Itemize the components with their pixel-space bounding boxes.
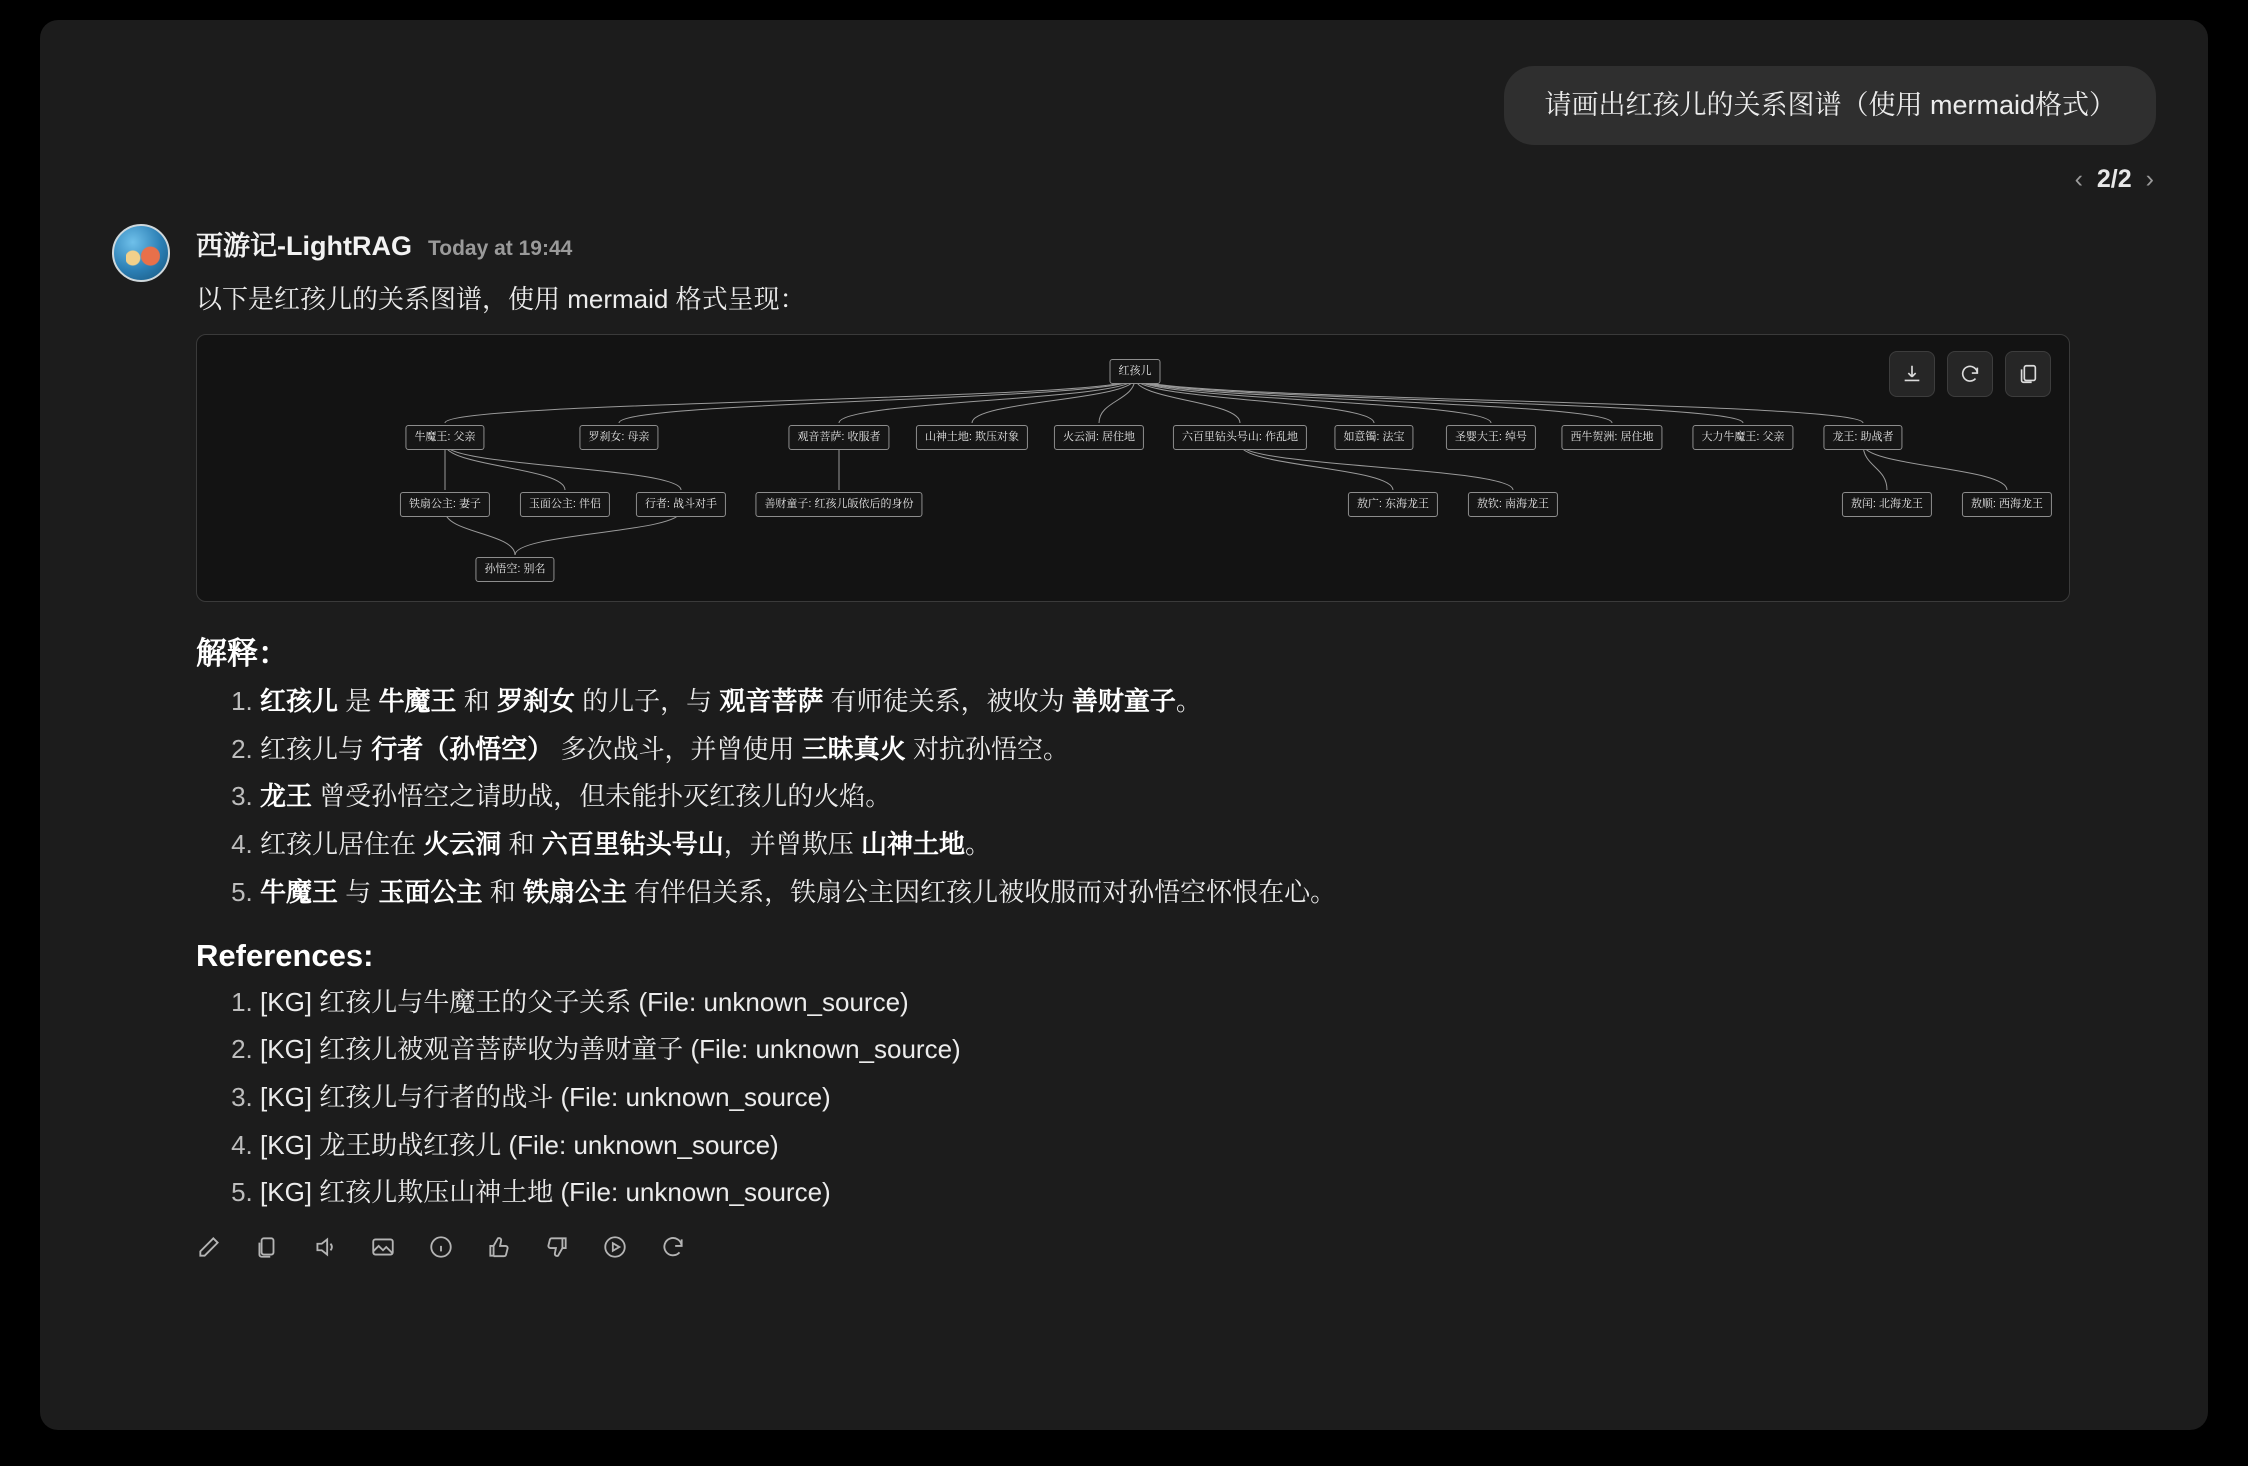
graph-node[interactable]: 铁扇公主: 妻子: [400, 492, 490, 517]
explanation-list: [196, 683, 2070, 911]
references-list: [196, 984, 2070, 1212]
graph-node[interactable]: 龙王: 助战者: [1823, 425, 1902, 450]
list-item: 3. [KG] 红孩儿与行者的战斗 (File: unknown_source): [260, 1079, 2070, 1117]
graph-node[interactable]: 行者: 战斗对手: [636, 492, 726, 517]
graph-node[interactable]: 牛魔王: 父亲: [405, 425, 484, 450]
user-message-bubble: 请画出红孩儿的关系图谱（使用 mermaid格式）: [1504, 66, 2156, 145]
thumbs-down-icon[interactable]: [544, 1234, 570, 1265]
list-item: 3. 龙王 曾受孙悟空之请助战，但未能扑灭红孩儿的火焰。: [260, 778, 2070, 816]
assistant-message: [40, 194, 2208, 1265]
list-item: 1. [KG] 红孩儿与牛魔王的父子关系 (File: unknown_source): [260, 984, 2070, 1022]
graph-node[interactable]: 敖广: 东海龙王: [1348, 492, 1438, 517]
graph-node[interactable]: 敖顺: 西海龙王: [1962, 492, 2052, 517]
regenerate-icon[interactable]: [660, 1234, 686, 1265]
graph-node[interactable]: 大力牛魔王: 父亲: [1692, 425, 1793, 450]
list-item: 1. 红孩儿 是 牛魔王 和 罗刹女 的儿子，与 观音菩萨 有师徒关系，被收为 善财童子。: [260, 683, 2070, 721]
assistant-message-body: [170, 224, 2070, 1265]
graph-node[interactable]: 敖闰: 北海龙王: [1842, 492, 1932, 517]
next-message-button[interactable]: ›: [2145, 165, 2154, 194]
graph-node[interactable]: 圣婴大王: 绰号: [1446, 425, 1536, 450]
play-icon[interactable]: [602, 1234, 628, 1265]
download-icon[interactable]: [1889, 351, 1935, 397]
graph-node[interactable]: 观音菩萨: 收服者: [788, 425, 889, 450]
message-action-bar: [196, 1234, 2070, 1265]
list-item: 5. 牛魔王 与 玉面公主 和 铁扇公主 有伴侣关系，铁扇公主因红孩儿被收服而对孙悟空怀恨在心。: [260, 874, 2070, 912]
graph-node[interactable]: 如意镯: 法宝: [1334, 425, 1413, 450]
message-counter: 2/2: [2096, 165, 2132, 194]
mermaid-diagram-panel: [196, 334, 2070, 602]
edit-icon[interactable]: [196, 1234, 222, 1265]
list-item: 4. 红孩儿居住在 火云洞 和 六百里钻头号山，并曾欺压 山神土地。: [260, 826, 2070, 864]
graph-node[interactable]: 敖钦: 南海龙王: [1468, 492, 1558, 517]
graph-node[interactable]: 善财童子: 红孩儿皈依后的身份: [755, 492, 922, 517]
list-item: 4. [KG] 龙王助战红孩儿 (File: unknown_source): [260, 1127, 2070, 1165]
chat-window: [40, 20, 2208, 1430]
thumbs-up-icon[interactable]: [486, 1234, 512, 1265]
graph-node[interactable]: 罗刹女: 母亲: [579, 425, 658, 450]
info-icon[interactable]: [428, 1234, 454, 1265]
message-pager: [40, 145, 2208, 194]
assistant-header: [196, 224, 2070, 263]
image-icon[interactable]: [370, 1234, 396, 1265]
graph-node[interactable]: 山神土地: 欺压对象: [916, 425, 1028, 450]
list-item: 5. [KG] 红孩儿欺压山神土地 (File: unknown_source): [260, 1174, 2070, 1212]
list-item: 2. [KG] 红孩儿被观音菩萨收为善财童子 (File: unknown_source): [260, 1031, 2070, 1069]
assistant-intro-text: 以下是红孩儿的关系图谱，使用 mermaid 格式呈现：: [196, 284, 806, 315]
avatar: [112, 224, 170, 282]
diagram-toolbar: [1889, 351, 2051, 397]
user-message-row: [40, 20, 2208, 145]
assistant-name: 西游记-LightRAG: [196, 231, 412, 262]
graph-node[interactable]: 火云洞: 居住地: [1054, 425, 1144, 450]
speaker-icon[interactable]: [312, 1234, 338, 1265]
copy-icon[interactable]: [254, 1234, 280, 1265]
graph-node[interactable]: 西牛贺洲: 居住地: [1561, 425, 1662, 450]
graph-node[interactable]: 玉面公主: 伴侣: [520, 492, 610, 517]
prev-message-button[interactable]: ‹: [2074, 165, 2083, 194]
list-item: 2. 红孩儿与 行者（孙悟空） 多次战斗，并曾使用 三昧真火 对抗孙悟空。: [260, 731, 2070, 769]
references-title: References:: [196, 937, 374, 973]
refresh-icon[interactable]: [1947, 351, 1993, 397]
graph-node[interactable]: 孙悟空: 别名: [475, 557, 554, 582]
explanation-title: 解释：: [196, 636, 289, 672]
copy-icon[interactable]: [2005, 351, 2051, 397]
graph-node[interactable]: 红孩儿: [1110, 359, 1161, 384]
graph-node[interactable]: 六百里钻头号山: 作乱地: [1173, 425, 1307, 450]
relationship-graph: [197, 335, 2069, 601]
assistant-timestamp: Today at 19:44: [427, 237, 573, 261]
